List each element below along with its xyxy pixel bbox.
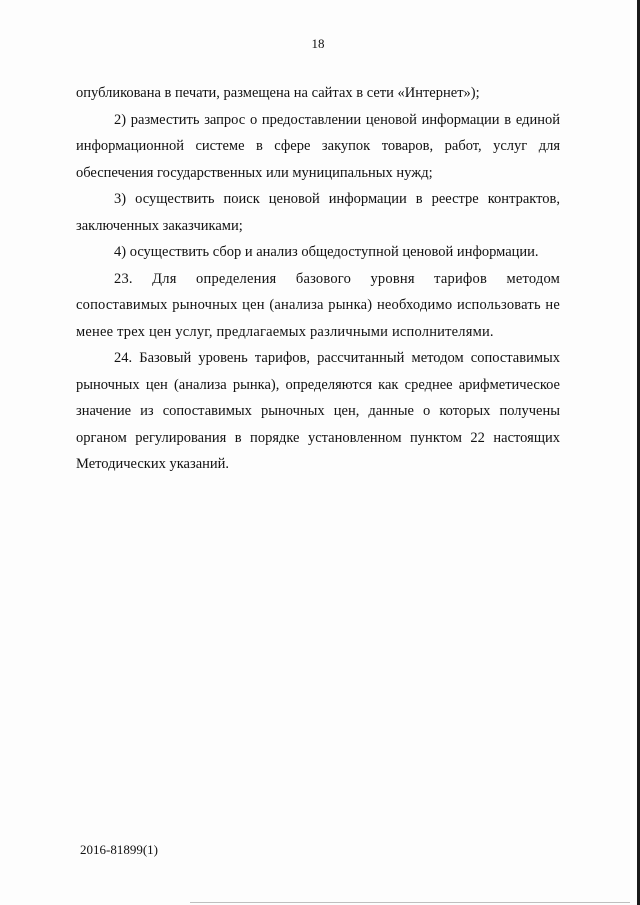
- paragraph-continuation: опубликована в печати, размещена на сайтах в сети «Интернет»);: [76, 85, 480, 101]
- paragraph-item-3: 3) осуществить поиск ценовой информации в реестре контрактов, заключенных заказчиками;: [76, 191, 560, 234]
- paragraph-clause-23: 23. Для определения базового уровня тарифов методом сопоставимых рыночных цен (анализа рынка) необходимо использовать не менее трех цен услуг, предлагаемых различными исполнителями.: [76, 270, 560, 340]
- paragraph-item-2: 2) разместить запрос о предоставлении ценовой информации в единой информационной системе в сфере закупок товаров, работ, услуг для обеспечения государственных или муниципальных нужд;: [76, 111, 560, 181]
- scan-edge-bottom: [190, 902, 630, 903]
- document-code: 2016-81899(1): [80, 842, 158, 857]
- page-number: 18: [311, 36, 325, 51]
- paragraph-item-4: 4) осуществить сбор и анализ общедоступной ценовой информации.: [114, 244, 539, 260]
- document-body: [76, 80, 560, 478]
- paragraph-clause-24: 24. Базовый уровень тарифов, рассчитанный методом сопоставимых рыночных цен (анализа рынка), определяются как среднее арифметическое значение из сопоставимых рыночных цен, данные о которых получены органом регулирования в порядке установленном пунктом 22 настоящих Методических указаний.: [76, 350, 560, 472]
